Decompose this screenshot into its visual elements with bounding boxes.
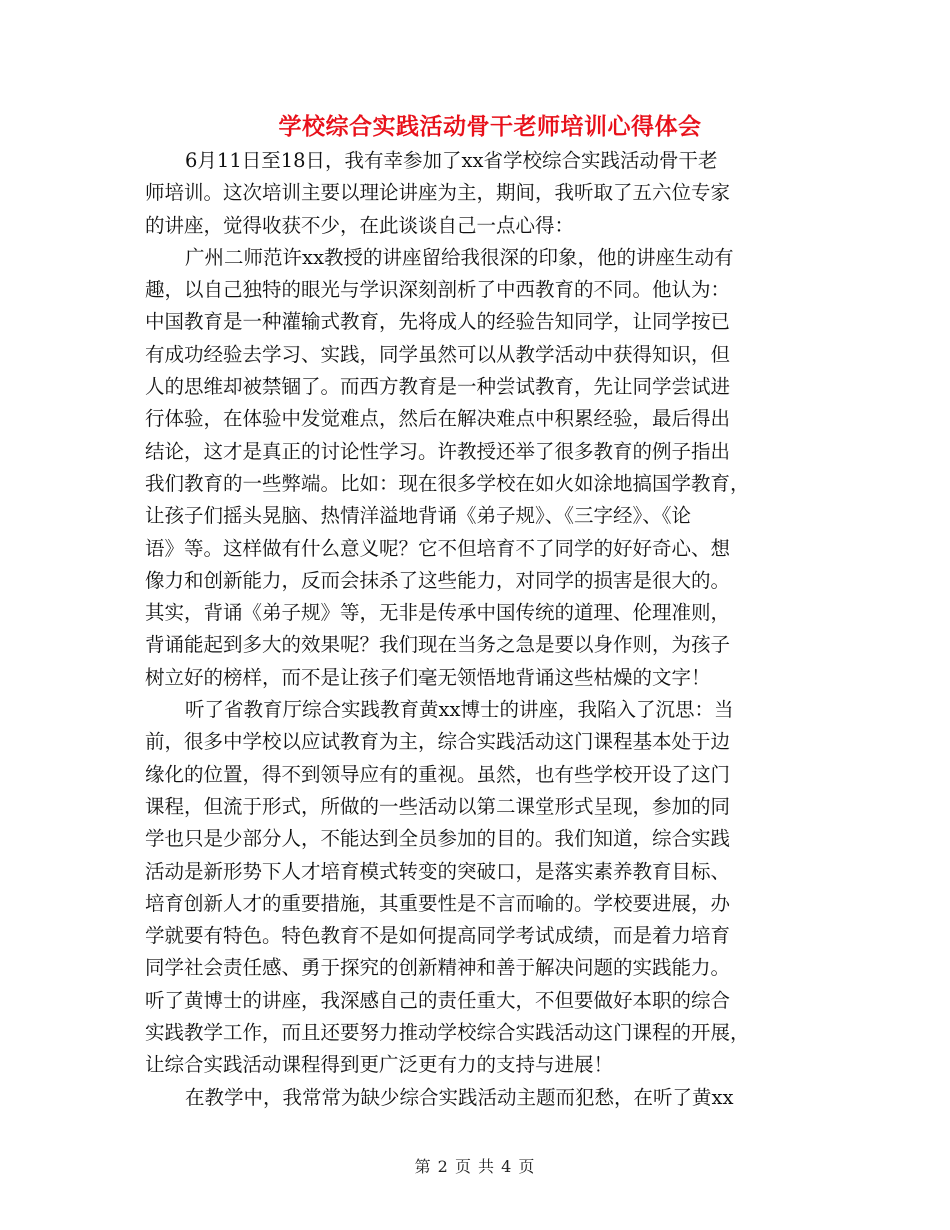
text-line: 树立好的榜样，而不是让孩子们毫无领悟地背诵这些枯燥的文字！ <box>145 665 711 689</box>
text-line: 语》等。这样做有什么意义呢？它不但培育不了同学的好好奇心、想 <box>145 536 731 560</box>
text-line: 的讲座，觉得收获不少，在此谈谈自己一点心得： <box>145 213 575 237</box>
text-line: 听了黄博士的讲座，我深感自己的责任重大，不但要做好本职的综合 <box>145 988 731 1012</box>
text-line: 中国教育是一种灌输式教育，先将成人的经验告知同学，让同学按已 <box>145 310 731 334</box>
text-line: 同学社会责任感、勇于探究的创新精神和善于解决问题的实践能力。 <box>145 956 731 980</box>
text-line: 在教学中，我常常为缺少综合实践活动主题而犯愁，在听了黄xx <box>185 1085 734 1109</box>
text-line: 行体验，在体验中发觉难点，然后在解决难点中积累经验，最后得出 <box>145 407 731 431</box>
document-title: 学校综合实践活动骨干老师培训心得体会 <box>278 113 702 140</box>
text-line: 其实，背诵《弟子规》等，无非是传承中国传统的道理、伦理准则， <box>145 601 731 625</box>
text-line: 广州二师范许xx教授的讲座留给我很深的印象，他的讲座生动有 <box>185 245 734 269</box>
text-line: 结论，这才是真正的讨论性学习。许教授还举了很多教育的例子指出 <box>145 439 731 463</box>
text-line: 课程，但流于形式，所做的一些活动以第二课堂形式呈现，参加的同 <box>145 794 731 818</box>
text-line: 人的思维却被禁锢了。而西方教育是一种尝试教育，先让同学尝试进 <box>145 375 731 399</box>
text-line: 趣，以自己独特的眼光与学识深刻剖析了中西教育的不同。他认为： <box>145 278 731 302</box>
text-line: 培育创新人才的重要措施，其重要性是不言而喻的。学校要进展，办 <box>145 891 731 915</box>
text-line: 活动是新形势下人才培育模式转变的突破口，是落实素养教育目标、 <box>145 859 731 883</box>
text-line: 有成功经验去学习、实践，同学虽然可以从教学活动中获得知识，但 <box>145 342 731 366</box>
document-body <box>145 145 805 1114</box>
text-line: 缘化的位置，得不到领导应有的重视。虽然，也有些学校开设了这门 <box>145 762 731 786</box>
text-line: 实践教学工作，而且还要努力推动学校综合实践活动这门课程的开展， <box>145 1021 750 1045</box>
text-line: 让孩子们摇头晃脑、热情洋溢地背诵《弟子规》、《三字经》、《论 <box>145 504 692 528</box>
text-line: 前，很多中学校以应试教育为主，综合实践活动这门课程基本处于边 <box>145 730 731 754</box>
text-line: 学就要有特色。特色教育不是如何提高同学考试成绩，而是着力培育 <box>145 924 731 948</box>
text-line: 师培训。这次培训主要以理论讲座为主，期间，我听取了五六位专家 <box>145 181 731 205</box>
text-line: 背诵能起到多大的效果呢？我们现在当务之急是要以身作则，为孩子 <box>145 633 731 657</box>
page-footer: 第 2 页 共 4 页 <box>414 1157 536 1176</box>
text-line: 像力和创新能力，反而会抹杀了这些能力，对同学的损害是很大的。 <box>145 568 731 592</box>
text-line: 6月11日至18日，我有幸参加了xx省学校综合实践活动骨干老 <box>185 149 718 172</box>
text-line: 让综合实践活动课程得到更广泛更有力的支持与进展！ <box>145 1053 614 1077</box>
text-line: 听了省教育厅综合实践教育黄xx博士的讲座，我陷入了沉思：当 <box>185 698 734 722</box>
text-line: 学也只是少部分人，不能达到全员参加的目的。我们知道，综合实践 <box>145 827 731 851</box>
text-line: 我们教育的一些弊端。比如：现在很多学校在如火如涂地搞国学教育， <box>145 471 750 495</box>
